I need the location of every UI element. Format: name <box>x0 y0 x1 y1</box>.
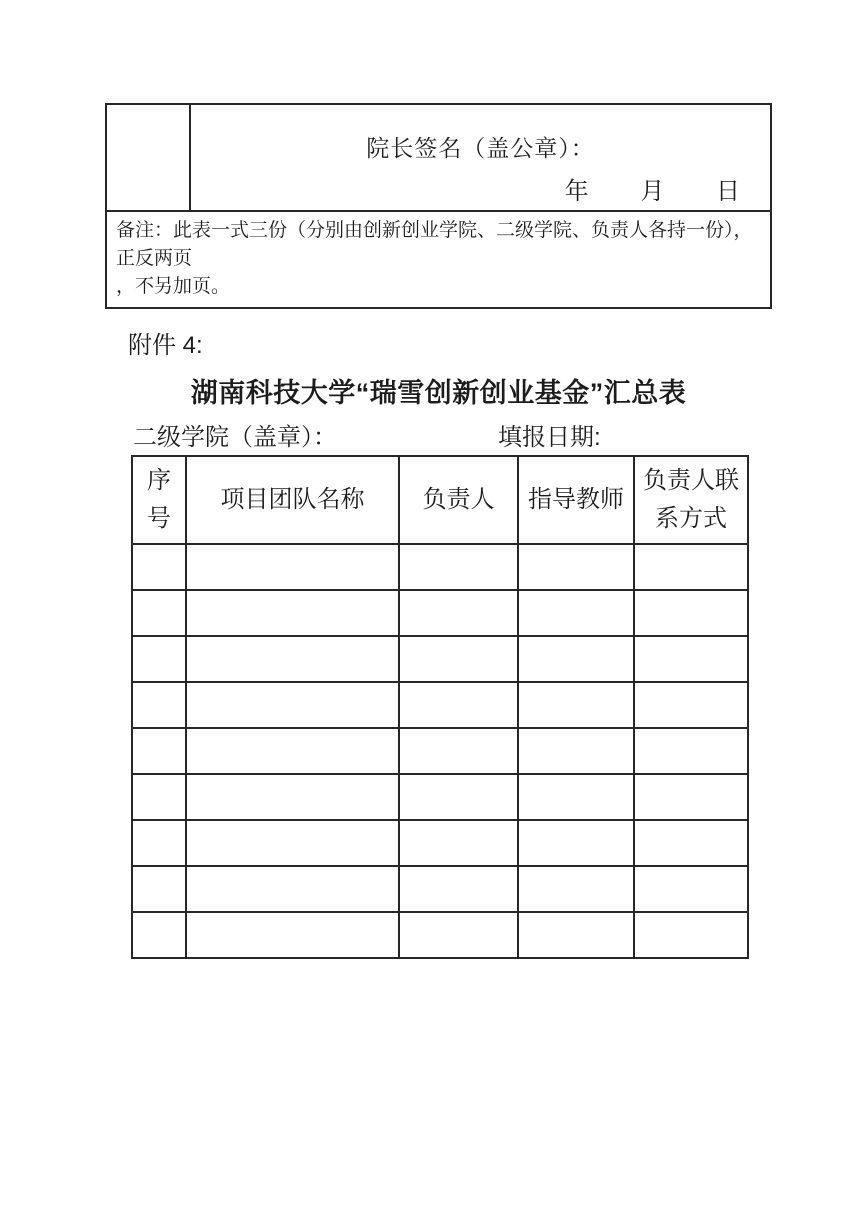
summary-table-empty-cell <box>132 590 186 636</box>
header-contact-info: 负责人联系方式 <box>634 456 748 544</box>
summary-table <box>131 455 749 959</box>
summary-table-empty-cell <box>186 912 399 958</box>
header-person-in-charge: 负责人 <box>399 456 518 544</box>
summary-table-empty-row <box>132 682 748 728</box>
summary-table-empty-cell <box>186 728 399 774</box>
attachment-label: 附件 4: <box>128 332 203 359</box>
summary-table-empty-cell <box>186 590 399 636</box>
summary-table-empty-cell <box>518 820 634 866</box>
fill-date-label: 填报日期: <box>498 424 601 451</box>
approval-table-fragment <box>105 103 772 309</box>
summary-table-empty-cell <box>186 636 399 682</box>
summary-table-empty-row <box>132 912 748 958</box>
meta-row <box>0 417 864 449</box>
summary-table-empty-row <box>132 728 748 774</box>
summary-table-empty-cell <box>132 636 186 682</box>
header-sequence-number: 序号 <box>132 456 186 544</box>
summary-table-empty-cell <box>634 590 748 636</box>
summary-table-empty-cell <box>132 866 186 912</box>
header-project-team-name: 项目团队名称 <box>186 456 399 544</box>
header-advisor: 指导教师 <box>518 456 634 544</box>
summary-table-empty-cell <box>634 544 748 590</box>
summary-table-empty-row <box>132 590 748 636</box>
summary-table-empty-cell <box>132 820 186 866</box>
note-line-2: ，不另加页。 <box>116 276 231 297</box>
summary-table-empty-cell <box>518 866 634 912</box>
summary-table-empty-cell <box>518 912 634 958</box>
summary-table-empty-cell <box>399 912 518 958</box>
summary-table-empty-cell <box>399 682 518 728</box>
approval-signature-row <box>107 105 770 212</box>
summary-table-empty-cell <box>634 912 748 958</box>
summary-table-empty-cell <box>132 912 186 958</box>
summary-table-empty-cell <box>399 820 518 866</box>
summary-table-empty-row <box>132 774 748 820</box>
summary-table-empty-row <box>132 866 748 912</box>
summary-table-empty-row <box>132 636 748 682</box>
summary-table-empty-cell <box>634 774 748 820</box>
document-title: 湖南科技大学“瑞雪创新创业基金”汇总表 <box>190 378 687 408</box>
summary-table-empty-cell <box>634 728 748 774</box>
summary-table-empty-cell <box>186 820 399 866</box>
summary-table-empty-cell <box>186 682 399 728</box>
dean-signature-label: 院长签名（盖公章）： <box>366 135 595 161</box>
summary-table-empty-cell <box>518 636 634 682</box>
summary-table-empty-cell <box>132 728 186 774</box>
summary-table-empty-cell <box>399 774 518 820</box>
summary-table-empty-cell <box>132 774 186 820</box>
date-day-label: 日 <box>716 178 740 205</box>
summary-table-empty-cell <box>132 682 186 728</box>
summary-table-empty-cell <box>132 544 186 590</box>
summary-table-empty-cell <box>399 636 518 682</box>
summary-table-empty-cell <box>186 774 399 820</box>
summary-table-header-row <box>132 456 748 544</box>
note-line-1: 备注：此表一式三份（分别由创新创业学院、二级学院、负责人各持一份），正反两页 <box>116 220 753 269</box>
approval-signature-cell <box>191 105 770 210</box>
summary-table-empty-cell <box>186 544 399 590</box>
summary-table-empty-cell <box>399 544 518 590</box>
summary-table-empty-cell <box>634 866 748 912</box>
signature-date-line <box>565 171 740 206</box>
summary-table-empty-cell <box>518 590 634 636</box>
date-year-label: 年 <box>564 178 589 205</box>
summary-table-empty-cell <box>186 866 399 912</box>
date-month-label: 月 <box>640 178 665 205</box>
summary-table-empty-row <box>132 820 748 866</box>
approval-left-empty-cell <box>107 105 191 210</box>
summary-table-empty-cell <box>399 728 518 774</box>
summary-table-empty-cell <box>399 590 518 636</box>
summary-table-empty-cell <box>634 820 748 866</box>
summary-table-empty-cell <box>518 774 634 820</box>
college-stamp-label: 二级学院（盖章）： <box>133 424 337 451</box>
summary-table-empty-cell <box>518 544 634 590</box>
note-row <box>107 212 770 307</box>
summary-table-empty-cell <box>399 866 518 912</box>
summary-table-empty-cell <box>518 728 634 774</box>
summary-table-empty-cell <box>634 636 748 682</box>
summary-table-empty-row <box>132 544 748 590</box>
summary-table-empty-cell <box>634 682 748 728</box>
summary-table-empty-cell <box>518 682 634 728</box>
